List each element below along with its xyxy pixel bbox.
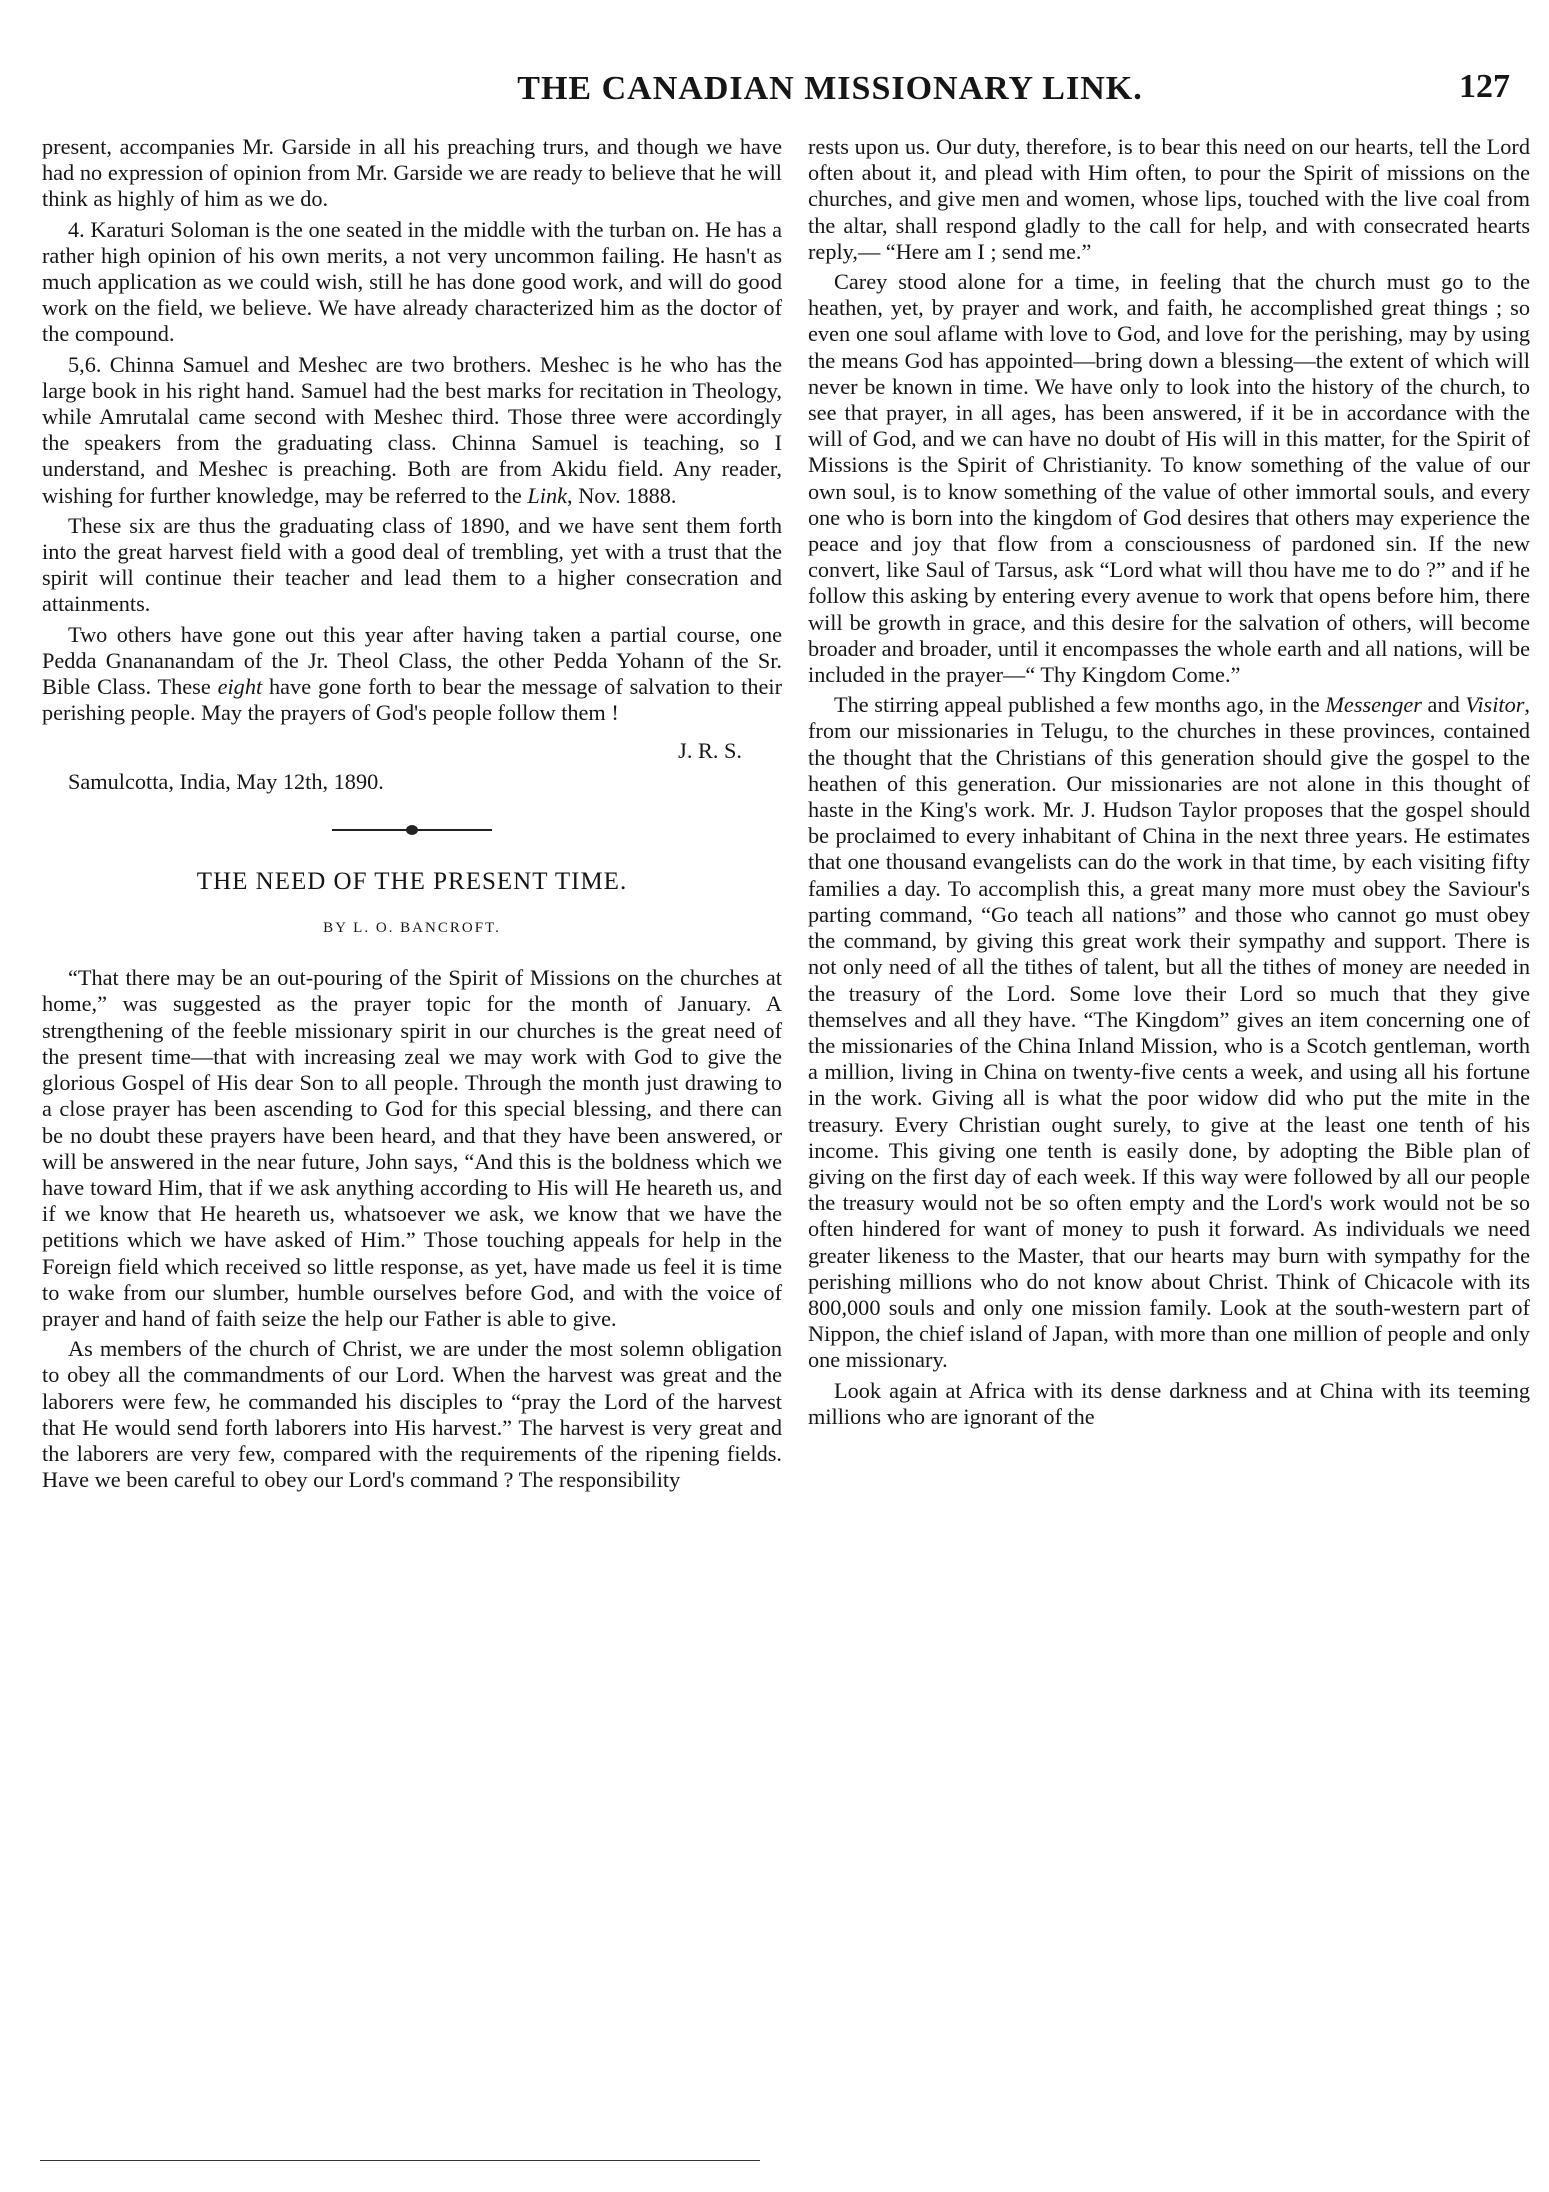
paragraph: rests upon us. Our duty, therefore, is to bear this need on our hearts, tell the Lord often about it, and plead with Him often, to pour the Spirit of missions on the churches, and give men and women, whose lips, touched with the live coal from the altar, shall respond gladly to the call for help, and with consecrated hearts reply,— “Here am I ; send me.” — [808, 134, 1530, 264]
byline: BY L. O. BANCROFT. — [323, 920, 501, 937]
paragraph: 4. Karaturi Soloman is the one seated in the middle with the turban on. He has a rather high opinion of his own merits, a not very uncommon failing. He hasn't as much application as we could wish, still he has done good work, and will do good work on the field, we believe. We have already characterized him as the doctor of the compound. — [42, 216, 782, 347]
footer-rule — [40, 2160, 760, 2161]
paragraph: present, accompanies Mr. Garside in all his preaching trurs, and though we have had no expression of opinion from Mr. Garside we are ready to believe that he will think as highly of him as we do. — [42, 134, 782, 212]
left-column — [42, 134, 782, 1497]
paragraph: These six are thus the graduating class of 1890, and we have sent them forth into the great harvest field with a good deal of trembling, yet with a trust that the spirit will continue their teacher and lead them to a higher consecration and attainments. — [42, 512, 782, 617]
publication-name: Visitor — [1465, 692, 1525, 718]
paragraph-text: and — [1421, 692, 1466, 718]
paragraph — [42, 622, 782, 727]
paragraph: Look again at Africa with its dense darkness and at China with its teeming millions who are ignorant of the — [808, 1377, 1530, 1429]
publication-name: Link — [527, 482, 568, 508]
paragraph-text: , Nov. 1888. — [567, 482, 677, 508]
emphasis: eight — [217, 674, 263, 700]
page-number: 127 — [1459, 68, 1510, 105]
signature: J. R. S. — [678, 738, 742, 764]
article-title: THE NEED OF THE PRESENT TIME. — [196, 867, 628, 895]
paragraph: As members of the church of Christ, we are under the most solemn obligation to obey all the commandments of our Lord. When the harvest was great and the laborers were few, he commanded his disciples to “pray the Lord of the harvest that He would send forth laborers into His harvest.” The harvest is very great and the laborers are very few, compared with the requirements of the ripening fields. Have we been careful to obey our Lord's command ? The responsibility — [42, 1336, 782, 1493]
paragraph — [808, 692, 1530, 1373]
paragraph-text: , from our missionaries in Telugu, to the churches in these provinces, contained the thought that the Christians of this generation should give the gospel to the heathen of this generation. Our missionaries are not alone in this thought of haste in the King's work. Mr. J. Hudson Taylor proposes that the gospel should be proclaimed to every inhabitant of China in the next three years. He estimates that one thousand evangelists can do the work in that time, by each visiting fifty families a day. To accomplish this, a great many more must obey the Saviour's parting command, “Go teach all nations” and those who cannot go must obey the command, by giving this great work their sympathy and support. There is not only need of all the tithes of talent, but all the tithes of money are needed in the treasury of the Lord. Some love their Lord so much that they give themselves and all they have. “The Kingdom” gives an item concerning one of the missionaries of the China Inland Mission, who is a Scotch gentleman, worth a million, living in China on twenty-five cents a week, and using all his fortune in the work. Giving all is what the poor widow did who put the mite in the treasury. Every Christian ought surely, to give at the least one tenth of his income. This giving one tenth is easily done, by adopting the Bible plan of giving on the first day of each week. If this way were followed by all our people the treasury would not be so often empty and the Lord's work would not be so often hindered for want of money to push it forward. As individuals we need greater likeness to the Master, that our hearts may burn with sympathy for the perishing millions who do not know about Christ. Think of Chicacole with its 800,000 souls and only one mission family. Look at the south-western part of Nippon, the chief island of Japan, with more than one million of people and only one missionary. — [808, 692, 1530, 1373]
paragraph: Carey stood alone for a time, in feeling that the church must go to the heathen, yet, by prayer and work, and faith, he accomplished great things ; so even one soul aflame with love to God, and love for the perishing, may by using the means God has appointed—bring down a blessing—the extent of which will never be known in time. We have only to look into the history of the church, to see that prayer, in all ages, has been answered, if it be in accordance with the will of God, and we can have no doubt of His will in this matter, for the Spirit of Missions is the Spirit of Christianity. To know something of the value of our own soul, is to know something of the value of other immortal souls, and every one who is born into the kingdom of God desires that others may experience the peace and joy that flow from a consciousness of pardoned sin. If the new convert, like Saul of Tarsus, ask “Lord what will thou have me to do ?” and if he follow this asking by entering every avenue to work that opens before him, there will be growth in grace, and this desire for the salvation of others, will become broader and broader, until it encompasses the whole earth and all nations, will be included in the prayer—“ Thy Kingdom Come.” — [808, 269, 1530, 688]
page-header — [130, 60, 1530, 120]
paragraph: “That there may be an out-pouring of the Spirit of Missions on the churches at home,” was suggested as the prayer topic for the month of January. A strengthening of the feeble missionary spirit in our churches is the great need of the present time—that with increasing zeal we may work with God to give the glorious Gospel of His dear Son to all people. Through the month just drawing to a close prayer has been ascending to God for this special blessing, and there can be no doubt these prayers have been heard, and that they have been answered, or will be answered in the near future, John says, “And this is the boldness which we have toward Him, that if we ask anything according to His will He heareth us, and if we know that He heareth us, whatsoever we ask, we know that we have the petitions which we have asked of Him.” Those touching appeals for help in the Foreign field which received so little response, as yet, have made us feel it is time to wake from our slumber, humble ourselves before God, and with the voice of prayer and hand of faith seize the help our Father is able to give. — [42, 965, 782, 1331]
paragraph-text: The stirring appeal published a few months ago, in the — [834, 692, 1326, 718]
paragraph — [42, 352, 782, 509]
right-column — [808, 134, 1530, 1434]
paragraph-text: have gone forth to bear the message of salvation to their perishing people. May the prayers of God's people follow them ! — [42, 674, 782, 726]
paragraph-text: Two others have gone out this year after having taken a partial course, one Pedda Gnananandam of the Jr. Theol Class, the other Pedda Yohann of the Sr. Bible Class. These — [42, 621, 782, 700]
paragraph-text: 5,6. Chinna Samuel and Meshec are two brothers. Meshec is he who has the large book in his right hand. Samuel had the best marks for recitation in Theology, while Amrutalal came second with Meshec third. Those three were accordingly the speakers from the graduating class. Chinna Samuel is teaching, so I understand, and Meshec is preaching. Both are from Akidu field. Any reader, wishing for further knowledge, may be referred to the — [42, 351, 782, 508]
section-divider — [332, 825, 492, 835]
publication-name: Messenger — [1325, 692, 1422, 718]
publication-title: THE CANADIAN MISSIONARY LINK. — [517, 70, 1143, 107]
dateline: Samulcotta, India, May 12th, 1890. — [68, 768, 384, 794]
